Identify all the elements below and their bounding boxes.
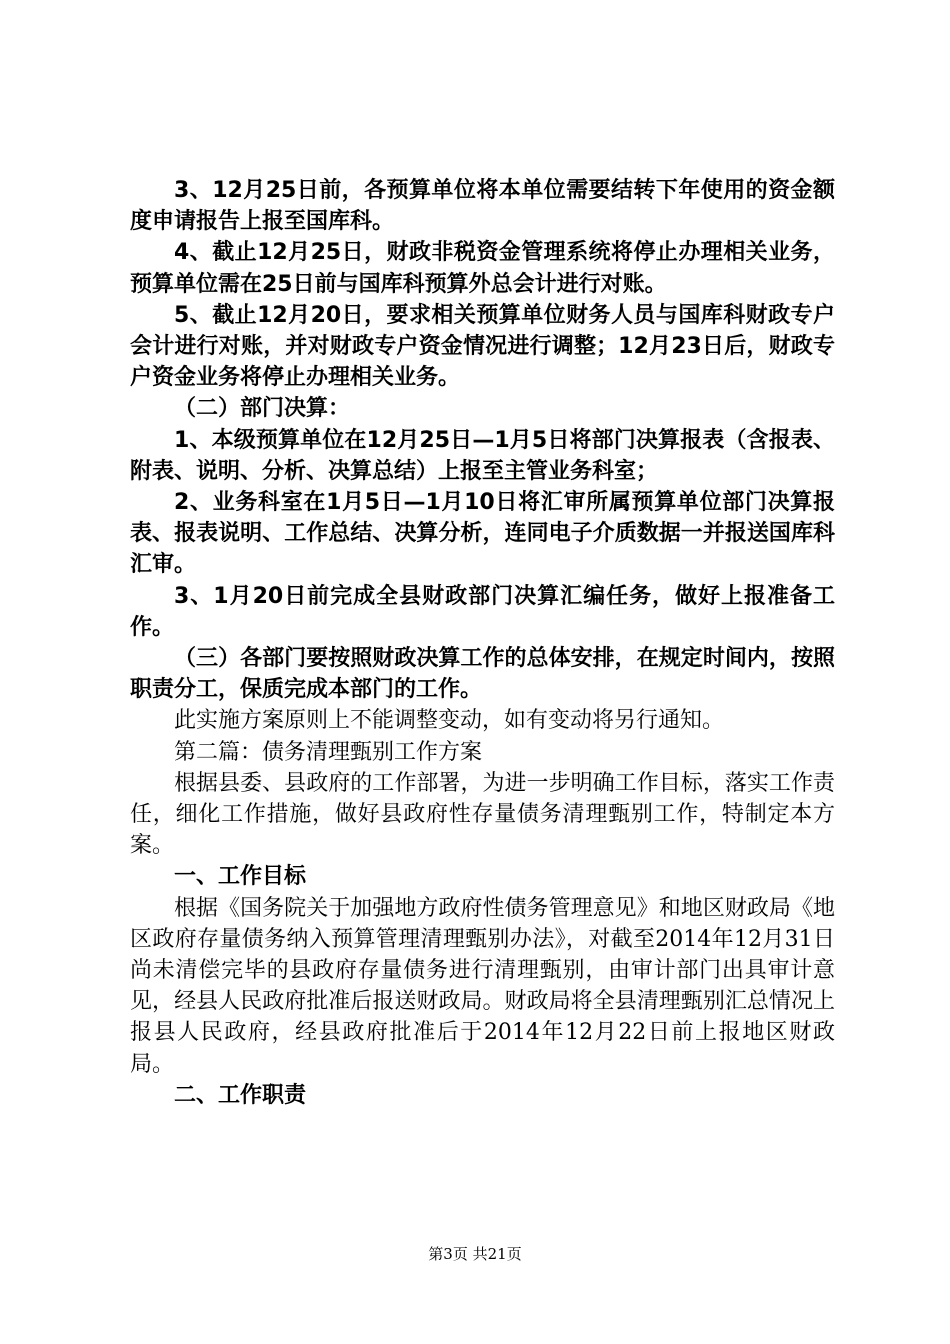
section-heading-work-goals: 一、工作目标 bbox=[174, 864, 307, 890]
paragraph-8: 此实施方案原则上不能调整变动，如有变动将另行通知。 bbox=[174, 708, 725, 734]
paragraph-9: 根据县委、县政府的工作部署，为进一步明确工作目标，落实工作责任，细化工作措施，做好县政府性存量债务清理甄别工作，特制定本方案。 bbox=[130, 770, 835, 859]
section-heading-department-final-accounts: （二）部门决算： bbox=[174, 396, 351, 422]
paragraph-5: 2、业务科室在1月5日—1月10日将汇审所属预算单位部门决算报表、报表说明、工作总结、决算分析，连同电子介质数据一并报送国库科汇审。 bbox=[130, 490, 835, 578]
chapter-title: 第二篇：债务清理甄别工作方案 bbox=[174, 739, 483, 765]
paragraph-6: 3、1月20日前完成全县财政部门决算汇编任务，做好上报准备工作。 bbox=[130, 583, 835, 640]
document-body bbox=[130, 175, 835, 1111]
paragraph-4: 1、本级预算单位在12月25日—1月5日将部门决算报表（含报表、附表、说明、分析、决算总结）上报至主管业务科室； bbox=[130, 427, 835, 484]
paragraph-7: （三）各部门要按照财政决算工作的总体安排，在规定时间内，按照职责分工，保质完成本部门的工作。 bbox=[130, 646, 835, 703]
paragraph-1: 3、12月25日前，各预算单位将本单位需要结转下年使用的资金额度申请报告上报至国库科。 bbox=[130, 178, 835, 235]
page-footer: 第3页 共21页 bbox=[428, 1245, 522, 1263]
paragraph-3: 5、截止12月20日，要求相关预算单位财务人员与国库科财政专户会计进行对账，并对财政专户资金情况进行调整；12月23日后，财政专户资金业务将停止办理相关业务。 bbox=[130, 302, 835, 391]
paragraph-2: 4、截止12月25日，财政非税资金管理系统将停止办理相关业务，预算单位需在25日前与国库科预算外总会计进行对账。 bbox=[130, 240, 835, 297]
section-heading-work-duties: 二、工作职责 bbox=[174, 1082, 307, 1108]
paragraph-10: 根据《国务院关于加强地方政府性债务管理意见》和地区财政局《地区政府存量债务纳入预算管理清理甄别办法》，对截至2014年12月31日尚未清偿完毕的县政府存量债务进行清理甄别，由审计部门出具审计意见，经县人民政府批准后报送财政局。财政局将全县清理甄别汇总情况上报县人民政府，经县政府批准后于2014年12月22日前上报地区财政局。 bbox=[130, 895, 835, 1077]
